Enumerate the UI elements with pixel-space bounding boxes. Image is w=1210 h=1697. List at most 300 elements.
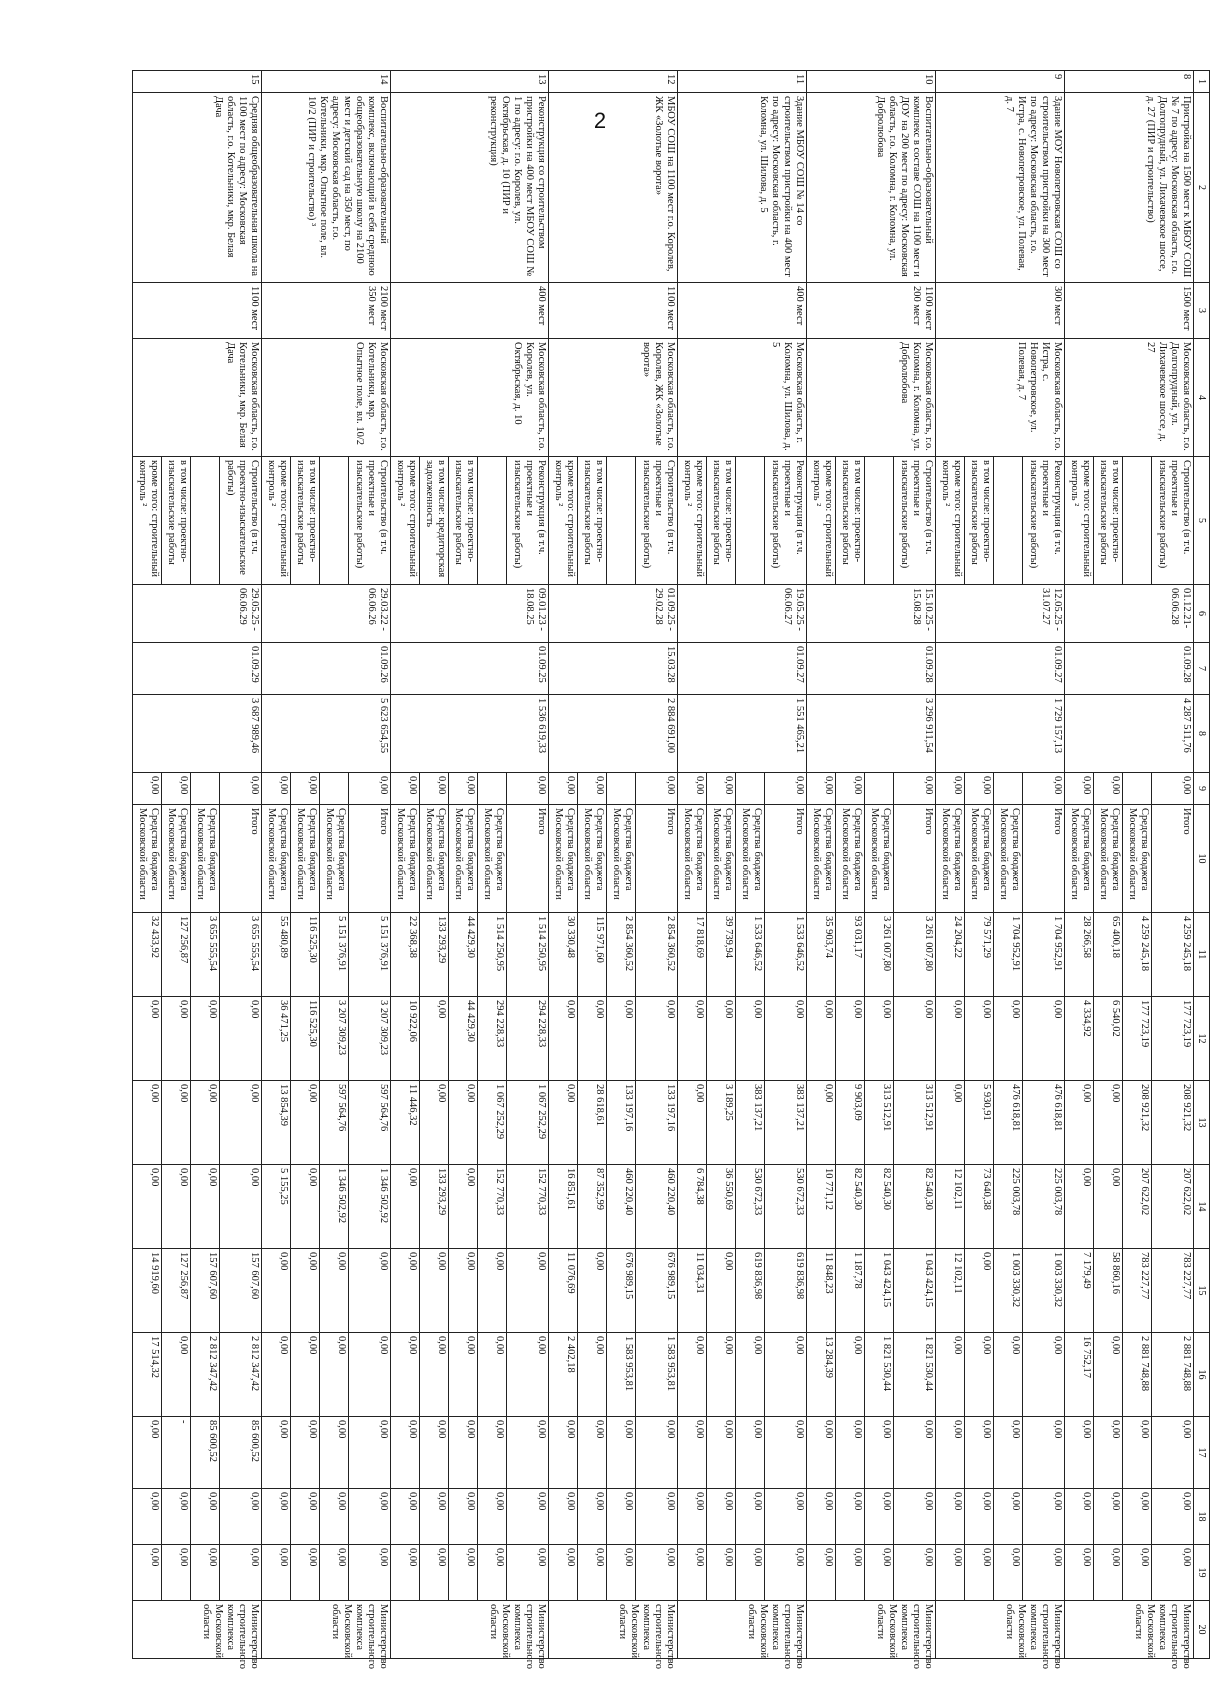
amount-col-17: 85 600,52 bbox=[191, 1417, 220, 1489]
amount-col-14: 0,00 bbox=[291, 1165, 320, 1249]
work-type: Строительство (в т.ч. проектные и изыскательские работы) bbox=[349, 457, 391, 585]
amount-col-15: 1 003 330,32 bbox=[1023, 1249, 1065, 1333]
amount-col-12: 3 207 309,23 bbox=[320, 997, 349, 1081]
amount-col-15: 676 989,15 bbox=[607, 1249, 636, 1333]
capacity bbox=[678, 283, 807, 339]
amount-col-12: 0,00 bbox=[191, 997, 220, 1081]
column-number-17: 17 bbox=[1194, 1417, 1210, 1489]
object-name: Здание МОУ Новопетровская СОШ со строительством пристройки на 300 мест по адресу: Московская область, г.о. Истра, с. Новопетровское, ул. Полевая, д. 7 bbox=[936, 93, 1065, 283]
responsible-ministry: Министерство строительного комплекса Московской области bbox=[678, 1601, 807, 1659]
capacity-value: 350 мест bbox=[366, 286, 378, 326]
amount-col-14: 1 346 502,92 bbox=[349, 1165, 391, 1249]
amount-col-15: 1 187,78 bbox=[836, 1249, 865, 1333]
object-name: Воспитательно-образовательный комплекс, включающий в себя среднюю общеобразовательную школу на 2100 мест и детский сад на 350 мест, по адресу: Московская область, г.о. Котельники, мкр. Опытное поле, вл. 10/2 (ПИР и строительство) ³ bbox=[262, 93, 391, 283]
amount-col-14: 6 784,38 bbox=[678, 1165, 707, 1249]
work-period: 29.05.25 - 06.06.29 bbox=[133, 585, 262, 643]
work-type: в том числе: проектно-изыскательские работы bbox=[578, 457, 607, 585]
commission-date: 01.09.27 bbox=[678, 643, 807, 695]
amount-col-18: 0,00 bbox=[320, 1489, 349, 1545]
funding-source: Средства бюджета Московской области bbox=[549, 805, 578, 913]
amount-col-15: 127 256,87 bbox=[162, 1249, 191, 1333]
amount-col-14: 82 540,30 bbox=[836, 1165, 865, 1249]
row-number: 14 bbox=[262, 71, 391, 93]
work-type: Реконструкция (в т.ч. проектные и изыскательские работы) bbox=[507, 457, 549, 585]
amount-col-13: 476 618,81 bbox=[1023, 1081, 1065, 1165]
object-name: Воспитательно-образовательный комплекс в составе СОШ на 1100 мест и ДОУ на 200 мест по адресу: Московская область, г.о. Коломна, г. Коломна, ул. Добролюбова bbox=[807, 93, 936, 283]
column-9-value: 0,00 bbox=[1065, 773, 1094, 805]
amount-col-14: 0,00 bbox=[449, 1165, 478, 1249]
amount-col-14: 0,00 bbox=[391, 1165, 420, 1249]
amount-col-19: 0,00 bbox=[478, 1545, 507, 1601]
column-9-value: 0,00 bbox=[765, 773, 807, 805]
work-type: кроме того: строительный контроль ² bbox=[262, 457, 291, 585]
commission-date: 01.09.26 bbox=[262, 643, 391, 695]
total-cost: 1 729 157,13 bbox=[936, 695, 1065, 773]
amount-col-15: 783 227,77 bbox=[1123, 1249, 1152, 1333]
work-period: 29.03.22 - 06.06.26 bbox=[262, 585, 391, 643]
column-number-20: 20 bbox=[1194, 1601, 1210, 1659]
amount-col-18: 0,00 bbox=[291, 1489, 320, 1545]
amount-col-12: 0,00 bbox=[607, 997, 636, 1081]
amount-col-14: 207 622,02 bbox=[1152, 1165, 1194, 1249]
column-9-value: 0,00 bbox=[1023, 773, 1065, 805]
capacity-value: 400 мест bbox=[536, 286, 548, 326]
work-period: 15.10.25 - 15.08.28 bbox=[807, 585, 936, 643]
work-type: кроме того: строительный контроль ² bbox=[391, 457, 420, 585]
amount-col-12: 177 723,19 bbox=[1123, 997, 1152, 1081]
amount-col-14: 12 102,11 bbox=[936, 1165, 965, 1249]
amount-col-18: 0,00 bbox=[678, 1489, 707, 1545]
funding-source: Средства бюджета Московской области bbox=[262, 805, 291, 913]
funding-source: Средства бюджета Московской области bbox=[707, 805, 736, 913]
amount-col-14: 0,00 bbox=[191, 1165, 220, 1249]
capacity bbox=[133, 283, 262, 339]
amount-col-13: 5 930,91 bbox=[965, 1081, 994, 1165]
amount-col-13: 0,00 bbox=[220, 1081, 262, 1165]
row-number: 12 bbox=[549, 71, 678, 93]
amount-col-14: 0,00 bbox=[162, 1165, 191, 1249]
amount-col-17: 0,00 bbox=[607, 1417, 636, 1489]
amount-col-19: 0,00 bbox=[636, 1545, 678, 1601]
amount-col-11: 116 525,30 bbox=[291, 913, 320, 997]
amount-col-19: 0,00 bbox=[707, 1545, 736, 1601]
amount-col-16: 0,00 bbox=[994, 1333, 1023, 1417]
table-row bbox=[349, 71, 391, 1659]
column-number-9: 9 bbox=[1194, 773, 1210, 805]
amount-col-19: 0,00 bbox=[191, 1545, 220, 1601]
amount-col-19: 0,00 bbox=[736, 1545, 765, 1601]
amount-col-14: 152 770,33 bbox=[478, 1165, 507, 1249]
column-number-7: 7 bbox=[1194, 643, 1210, 695]
amount-col-15: 11 848,23 bbox=[807, 1249, 836, 1333]
amount-col-13: 133 197,16 bbox=[636, 1081, 678, 1165]
total-cost: 3 296 911,54 bbox=[807, 695, 936, 773]
amount-col-19: 0,00 bbox=[262, 1545, 291, 1601]
work-type: Реконструкция (в т.ч. проектные и изыскательские работы) bbox=[1023, 457, 1065, 585]
amount-col-14: 460 220,40 bbox=[607, 1165, 636, 1249]
amount-col-16: 1 583 953,81 bbox=[636, 1333, 678, 1417]
amount-col-12: 4 334,92 bbox=[1065, 997, 1094, 1081]
funding-source: Средства бюджета Московской области bbox=[607, 805, 636, 913]
amount-col-15: 783 227,77 bbox=[1152, 1249, 1194, 1333]
amount-col-11: 39 739,94 bbox=[707, 913, 736, 997]
amount-col-12: 0,00 bbox=[678, 997, 707, 1081]
work-type bbox=[994, 457, 1023, 585]
amount-col-11: 127 256,87 bbox=[162, 913, 191, 997]
row-number: 13 bbox=[391, 71, 549, 93]
amount-col-14: 530 672,33 bbox=[736, 1165, 765, 1249]
amount-col-12: 294 228,33 bbox=[478, 997, 507, 1081]
amount-col-17: - bbox=[162, 1417, 191, 1489]
amount-col-19: 0,00 bbox=[894, 1545, 936, 1601]
amount-col-12: 3 207 309,23 bbox=[349, 997, 391, 1081]
amount-col-17: 0,00 bbox=[707, 1417, 736, 1489]
amount-col-13: 1 067 252,29 bbox=[507, 1081, 549, 1165]
amount-col-11: 32 433,92 bbox=[133, 913, 162, 997]
funding-source: Средства бюджета Московской области bbox=[865, 805, 894, 913]
column-9-value bbox=[736, 773, 765, 805]
amount-col-14: 0,00 bbox=[1094, 1165, 1123, 1249]
amount-col-11: 44 429,30 bbox=[449, 913, 478, 997]
amount-col-12: 116 525,30 bbox=[291, 997, 320, 1081]
funding-source: Средства бюджета Московской области bbox=[936, 805, 965, 913]
work-period: 01.09.25 - 29.02.28 bbox=[549, 585, 678, 643]
amount-col-12: 6 540,02 bbox=[1094, 997, 1123, 1081]
amount-col-15: 0,00 bbox=[320, 1249, 349, 1333]
amount-col-16: 16 752,17 bbox=[1065, 1333, 1094, 1417]
amount-col-17: 0,00 bbox=[1123, 1417, 1152, 1489]
amount-col-15: 0,00 bbox=[507, 1249, 549, 1333]
amount-col-13: 383 137,21 bbox=[765, 1081, 807, 1165]
amount-col-19: 0,00 bbox=[936, 1545, 965, 1601]
amount-col-17: 0,00 bbox=[478, 1417, 507, 1489]
total-cost: 5 623 654,55 bbox=[262, 695, 391, 773]
responsible-ministry: Министерство строительного комплекса Московской области bbox=[262, 1601, 391, 1659]
amount-col-16: 0,00 bbox=[507, 1333, 549, 1417]
work-period: 09.01.23 - 18.08.25 bbox=[391, 585, 549, 643]
funding-source: Средства бюджета Московской области bbox=[836, 805, 865, 913]
column-number-6: 6 bbox=[1194, 585, 1210, 643]
responsible-ministry: Министерство строительного комплекса Московской области bbox=[936, 1601, 1065, 1659]
capacity-value: 400 мест bbox=[794, 286, 806, 326]
amount-col-16: 17 514,32 bbox=[133, 1333, 162, 1417]
funding-source: Средства бюджета Московской области bbox=[1094, 805, 1123, 913]
amount-col-17: 0,00 bbox=[262, 1417, 291, 1489]
column-number-5: 5 bbox=[1194, 457, 1210, 585]
table-row bbox=[765, 71, 807, 1659]
responsible-ministry: Министерство строительного комплекса Московской области bbox=[807, 1601, 936, 1659]
column-9-value: 0,00 bbox=[420, 773, 449, 805]
amount-col-19: 0,00 bbox=[994, 1545, 1023, 1601]
total-cost: 3 687 989,46 bbox=[133, 695, 262, 773]
amount-col-16: 0,00 bbox=[420, 1333, 449, 1417]
amount-col-15: 0,00 bbox=[291, 1249, 320, 1333]
amount-col-16: 0,00 bbox=[1023, 1333, 1065, 1417]
amount-col-18: 0,00 bbox=[1023, 1489, 1065, 1545]
amount-col-13: 0,00 bbox=[420, 1081, 449, 1165]
amount-col-16: 0,00 bbox=[291, 1333, 320, 1417]
capacity bbox=[549, 283, 678, 339]
funding-source: Итого bbox=[765, 805, 807, 913]
amount-col-11: 35 903,74 bbox=[807, 913, 836, 997]
work-period: 01.12.21-06.06.28 bbox=[1065, 585, 1194, 643]
amount-col-19: 0,00 bbox=[607, 1545, 636, 1601]
funding-source: Средства бюджета Московской области bbox=[291, 805, 320, 913]
column-9-value: 0,00 bbox=[707, 773, 736, 805]
column-9-value: 0,00 bbox=[162, 773, 191, 805]
amount-col-15: 11 034,31 bbox=[678, 1249, 707, 1333]
amount-col-17: 0,00 bbox=[765, 1417, 807, 1489]
amount-col-19: 0,00 bbox=[865, 1545, 894, 1601]
amount-col-18: 0,00 bbox=[1065, 1489, 1094, 1545]
capacity-value: 1100 мест bbox=[665, 286, 677, 331]
column-number-15: 15 bbox=[1194, 1249, 1210, 1333]
total-cost: 1 551 465,21 bbox=[678, 695, 807, 773]
amount-col-19: 0,00 bbox=[549, 1545, 578, 1601]
column-number-3: 3 bbox=[1194, 283, 1210, 339]
amount-col-18: 0,00 bbox=[578, 1489, 607, 1545]
amount-col-17: 0,00 bbox=[449, 1417, 478, 1489]
amount-col-17: 0,00 bbox=[936, 1417, 965, 1489]
funding-source: Итого bbox=[220, 805, 262, 913]
column-9-value bbox=[994, 773, 1023, 805]
amount-col-17: 0,00 bbox=[836, 1417, 865, 1489]
column-9-value bbox=[865, 773, 894, 805]
amount-col-11: 1 514 250,95 bbox=[507, 913, 549, 997]
amount-col-13: 13 854,39 bbox=[262, 1081, 291, 1165]
amount-col-16: 1 821 530,44 bbox=[894, 1333, 936, 1417]
amount-col-15: 0,00 bbox=[420, 1249, 449, 1333]
column-9-value: 0,00 bbox=[291, 773, 320, 805]
amount-col-14: 207 622,02 bbox=[1123, 1165, 1152, 1249]
column-9-value: 0,00 bbox=[449, 773, 478, 805]
work-type: в том числе: проектно-изыскательские работы bbox=[965, 457, 994, 585]
responsible-ministry: Министерство строительного комплекса Московской области bbox=[391, 1601, 549, 1659]
amount-col-15: 619 836,98 bbox=[765, 1249, 807, 1333]
column-number-19: 19 bbox=[1194, 1545, 1210, 1601]
work-type bbox=[1123, 457, 1152, 585]
amount-col-11: 17 818,69 bbox=[678, 913, 707, 997]
work-type: Строительство (в т.ч. проектные и изыскательские работы) bbox=[894, 457, 936, 585]
amount-col-12: 0,00 bbox=[765, 997, 807, 1081]
amount-col-11: 65 400,18 bbox=[1094, 913, 1123, 997]
work-type bbox=[736, 457, 765, 585]
amount-col-14: 152 770,33 bbox=[507, 1165, 549, 1249]
amount-col-12: 0,00 bbox=[865, 997, 894, 1081]
amount-col-17: 0,00 bbox=[678, 1417, 707, 1489]
amount-col-16: 0,00 bbox=[391, 1333, 420, 1417]
amount-col-19: 0,00 bbox=[836, 1545, 865, 1601]
funding-source: Средства бюджета Московской области bbox=[1065, 805, 1094, 913]
amount-col-15: 1 043 424,15 bbox=[865, 1249, 894, 1333]
amount-col-12: 0,00 bbox=[994, 997, 1023, 1081]
amount-col-19: 0,00 bbox=[391, 1545, 420, 1601]
address: Московская область, г.о. Королев, ЖК «Золотые ворота» bbox=[549, 339, 678, 457]
amount-col-18: 0,00 bbox=[549, 1489, 578, 1545]
header-row bbox=[1194, 71, 1210, 1659]
column-9-value: 0,00 bbox=[549, 773, 578, 805]
amount-col-11: 5 151 376,91 bbox=[349, 913, 391, 997]
amount-col-19: 0,00 bbox=[678, 1545, 707, 1601]
amount-col-17: 0,00 bbox=[420, 1417, 449, 1489]
funding-source: Средства бюджета Московской области bbox=[478, 805, 507, 913]
amount-col-17: 0,00 bbox=[320, 1417, 349, 1489]
amount-col-18: 0,00 bbox=[836, 1489, 865, 1545]
amount-col-17: 85 600,52 bbox=[220, 1417, 262, 1489]
amount-col-12: 44 429,30 bbox=[449, 997, 478, 1081]
amount-col-18: 0,00 bbox=[894, 1489, 936, 1545]
address: Московская область, г.о. Королев, ул. Октябрьская, д. 10 bbox=[391, 339, 549, 457]
amount-col-18: 0,00 bbox=[865, 1489, 894, 1545]
amount-col-16: 1 583 953,81 bbox=[607, 1333, 636, 1417]
amount-col-11: 1 704 952,91 bbox=[1023, 913, 1065, 997]
amount-col-16: 0,00 bbox=[836, 1333, 865, 1417]
amount-col-13: 208 921,32 bbox=[1152, 1081, 1194, 1165]
amount-col-18: 0,00 bbox=[736, 1489, 765, 1545]
amount-col-11: 1 533 646,52 bbox=[765, 913, 807, 997]
amount-col-15: 12 102,11 bbox=[936, 1249, 965, 1333]
work-type: Строительство (в т.ч. проектные и изыскательские работы) bbox=[1152, 457, 1194, 585]
amount-col-19: 0,00 bbox=[765, 1545, 807, 1601]
amount-col-12: 0,00 bbox=[420, 997, 449, 1081]
work-type: в том числе: проектно-изыскательские работы bbox=[836, 457, 865, 585]
capacity bbox=[391, 283, 549, 339]
amount-col-14: 82 540,30 bbox=[894, 1165, 936, 1249]
amount-col-15: 0,00 bbox=[449, 1249, 478, 1333]
amount-col-13: 9 903,09 bbox=[836, 1081, 865, 1165]
work-type: кроме того: строительный контроль ² bbox=[678, 457, 707, 585]
work-type: Реконструкция (в т.ч. проектные и изыскательские работы) bbox=[765, 457, 807, 585]
amount-col-14: 530 672,33 bbox=[765, 1165, 807, 1249]
column-number-4: 4 bbox=[1194, 339, 1210, 457]
amount-col-19: 0,00 bbox=[349, 1545, 391, 1601]
amount-col-16: 0,00 bbox=[262, 1333, 291, 1417]
funding-source: Средства бюджета Московской области bbox=[578, 805, 607, 913]
amount-col-16: 13 284,39 bbox=[807, 1333, 836, 1417]
amount-col-12: 177 723,19 bbox=[1152, 997, 1194, 1081]
amount-col-12: 0,00 bbox=[836, 997, 865, 1081]
amount-col-17: 0,00 bbox=[133, 1417, 162, 1489]
funding-source: Средства бюджета Московской области bbox=[736, 805, 765, 913]
amount-col-11: 24 204,22 bbox=[936, 913, 965, 997]
commission-date: 15.03.28 bbox=[549, 643, 678, 695]
amount-col-13: 3 189,25 bbox=[707, 1081, 736, 1165]
amount-col-16: 2 812 347,42 bbox=[191, 1333, 220, 1417]
funding-source: Средства бюджета Московской области bbox=[994, 805, 1023, 913]
table-row bbox=[894, 71, 936, 1659]
capacity bbox=[807, 283, 936, 339]
column-9-value bbox=[191, 773, 220, 805]
rotated-table-container bbox=[132, 70, 1210, 1669]
amount-col-13: 313 512,91 bbox=[894, 1081, 936, 1165]
amount-col-11: 3 261 007,80 bbox=[894, 913, 936, 997]
amount-col-14: 225 003,78 bbox=[994, 1165, 1023, 1249]
column-9-value: 0,00 bbox=[578, 773, 607, 805]
commission-date: 01.09.29 bbox=[133, 643, 262, 695]
amount-col-11: 4 259 245,18 bbox=[1123, 913, 1152, 997]
funding-source: Средства бюджета Московской области bbox=[449, 805, 478, 913]
amount-col-11: 1 533 646,52 bbox=[736, 913, 765, 997]
commission-date: 01.09.27 bbox=[936, 643, 1065, 695]
amount-col-19: 0,00 bbox=[291, 1545, 320, 1601]
amount-col-15: 0,00 bbox=[707, 1249, 736, 1333]
column-number-2: 2 bbox=[1194, 93, 1210, 283]
amount-col-11: 1 514 250,95 bbox=[478, 913, 507, 997]
column-9-value: 0,00 bbox=[1094, 773, 1123, 805]
amount-col-19: 0,00 bbox=[162, 1545, 191, 1601]
amount-col-17: 0,00 bbox=[865, 1417, 894, 1489]
amount-col-11: 3 261 007,80 bbox=[865, 913, 894, 997]
work-type: в том числе: проектно-изыскательские работы bbox=[707, 457, 736, 585]
capacity-value: 300 мест bbox=[1052, 286, 1064, 326]
amount-col-17: 0,00 bbox=[1152, 1417, 1194, 1489]
amount-col-14: 36 550,69 bbox=[707, 1165, 736, 1249]
amount-col-19: 0,00 bbox=[133, 1545, 162, 1601]
amount-col-13: 383 137,21 bbox=[736, 1081, 765, 1165]
amount-col-19: 0,00 bbox=[420, 1545, 449, 1601]
total-cost: 4 287 511,76 bbox=[1065, 695, 1194, 773]
amount-col-19: 0,00 bbox=[965, 1545, 994, 1601]
column-9-value: 0,00 bbox=[133, 773, 162, 805]
work-type: в том числе: кредиторская задолженность bbox=[420, 457, 449, 585]
column-number-12: 12 bbox=[1194, 997, 1210, 1081]
page-number: 2 bbox=[593, 108, 607, 133]
work-type: в том числе: проектно-изыскательские работы bbox=[162, 457, 191, 585]
amount-col-17: 0,00 bbox=[965, 1417, 994, 1489]
amount-col-15: 58 860,16 bbox=[1094, 1249, 1123, 1333]
address: Московская область, г. Коломна, ул. Шилова, д. 5 bbox=[678, 339, 807, 457]
amount-col-13: 0,00 bbox=[807, 1081, 836, 1165]
amount-col-19: 0,00 bbox=[807, 1545, 836, 1601]
funding-source: Итого bbox=[1152, 805, 1194, 913]
column-9-value bbox=[320, 773, 349, 805]
column-9-value: 0,00 bbox=[936, 773, 965, 805]
amount-col-18: 0,00 bbox=[707, 1489, 736, 1545]
column-9-value: 0,00 bbox=[807, 773, 836, 805]
amount-col-17: 0,00 bbox=[1094, 1417, 1123, 1489]
object-name: МБОУ СОШ на 1100 мест г.о. Королев, ЖК «Золотые ворота» bbox=[549, 93, 678, 283]
amount-col-12: 0,00 bbox=[707, 997, 736, 1081]
work-period: 12.05.25 - 31.07.27 bbox=[936, 585, 1065, 643]
amount-col-15: 0,00 bbox=[262, 1249, 291, 1333]
amount-col-17: 0,00 bbox=[807, 1417, 836, 1489]
capacity-value: 1500 мест bbox=[1181, 286, 1192, 331]
work-type: Строительство (в т.ч. проектные и изыскательские работы) bbox=[636, 457, 678, 585]
amount-col-19: 0,00 bbox=[320, 1545, 349, 1601]
amount-col-11: 3 655 555,54 bbox=[220, 913, 262, 997]
amount-col-18: 0,00 bbox=[636, 1489, 678, 1545]
amount-col-16: 0,00 bbox=[1094, 1333, 1123, 1417]
column-9-value bbox=[1123, 773, 1152, 805]
amount-col-13: 597 564,76 bbox=[320, 1081, 349, 1165]
amount-col-18: 0,00 bbox=[191, 1489, 220, 1545]
funding-source: Средства бюджета Московской области bbox=[965, 805, 994, 913]
amount-col-18: 0,00 bbox=[391, 1489, 420, 1545]
funding-source: Средства бюджета Московской области bbox=[391, 805, 420, 913]
funding-source: Средства бюджета Московской области bbox=[1123, 805, 1152, 913]
column-9-value: 0,00 bbox=[894, 773, 936, 805]
amount-col-14: 0,00 bbox=[133, 1165, 162, 1249]
column-9-value: 0,00 bbox=[262, 773, 291, 805]
amount-col-15: 676 989,15 bbox=[636, 1249, 678, 1333]
work-type: Строительство (в т.ч. проектно-изыскательские работы) bbox=[220, 457, 262, 585]
amount-col-17: 0,00 bbox=[994, 1417, 1023, 1489]
amount-col-13: 597 564,76 bbox=[349, 1081, 391, 1165]
amount-col-18: 0,00 bbox=[936, 1489, 965, 1545]
amount-col-14: 0,00 bbox=[220, 1165, 262, 1249]
amount-col-16: 2 812 347,42 bbox=[220, 1333, 262, 1417]
amount-col-15: 0,00 bbox=[391, 1249, 420, 1333]
